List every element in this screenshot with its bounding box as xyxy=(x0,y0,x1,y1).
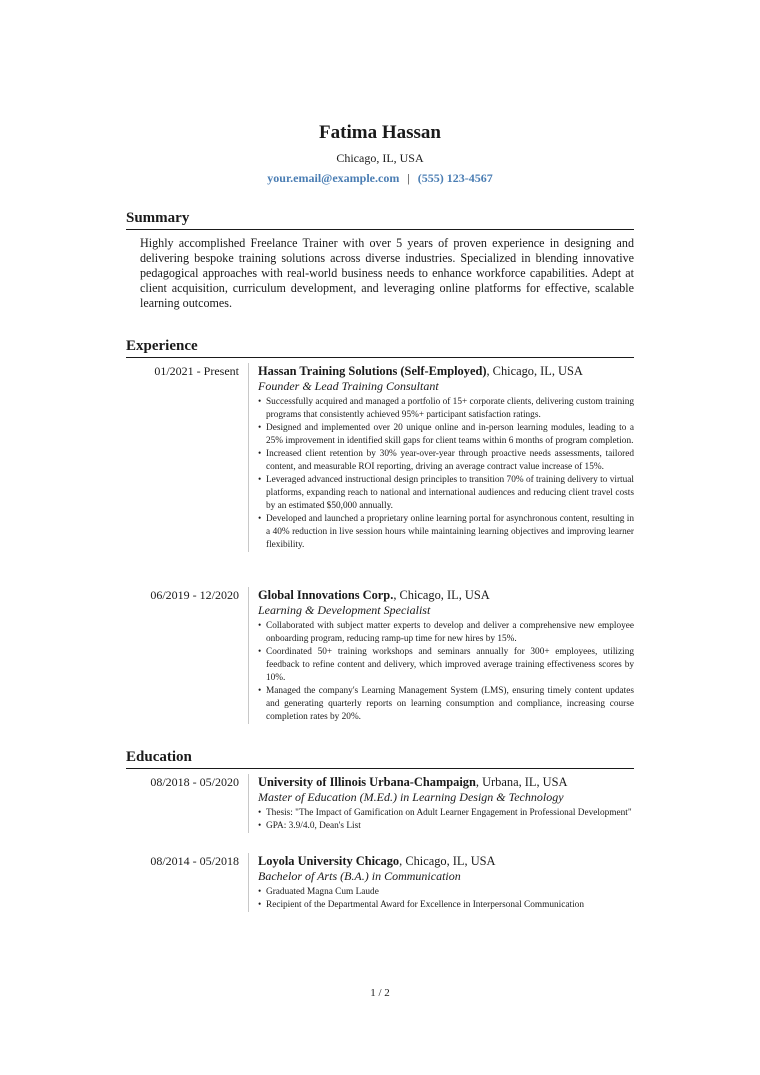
bullet-item: • Leveraged advanced instructional design principles to transition 70% of training delivery to virtual platforms, expanding reach to national and international audiences and reducing client travel costs by an estimated $50,000 annually. xyxy=(258,474,634,513)
entry-role: Master of Education (M.Ed.) in Learning Design & Technology xyxy=(258,790,564,804)
organization-location: , Chicago, IL, USA xyxy=(486,364,583,378)
organization-location: , Chicago, IL, USA xyxy=(399,854,496,868)
entry-role: Founder & Lead Training Consultant xyxy=(258,379,439,393)
organization-name: Global Innovations Corp. xyxy=(258,588,394,602)
education-heading: Education xyxy=(126,747,634,769)
organization-name: University of Illinois Urbana-Champaign xyxy=(258,775,476,789)
entry-organization xyxy=(258,587,634,603)
entry-divider xyxy=(248,774,249,833)
bullet-list xyxy=(258,620,634,724)
organization-name: Hassan Training Solutions (Self-Employed) xyxy=(258,364,487,378)
bullet-list xyxy=(258,396,634,552)
education-entry xyxy=(126,774,634,833)
bullet-item: • Developed and launched a proprietary online learning portal for asynchronous content, resulting in a 40% reduction in live session hours while maintaining learning objectives and improving learner flexibility. xyxy=(258,513,634,552)
education-entry xyxy=(126,853,634,912)
entry-role: Bachelor of Arts (B.A.) in Communication xyxy=(258,869,461,883)
page-number: 1 / 2 xyxy=(370,987,390,999)
entry-divider xyxy=(248,587,249,724)
organization-location: , Chicago, IL, USA xyxy=(393,588,490,602)
contact-line xyxy=(0,169,760,187)
entry-date: 08/2018 - 05/2020 xyxy=(150,775,239,789)
bullet-item: • Increased client retention by 30% year-over-year through proactive needs assessments, tailored content, and measurable ROI reporting, driving an average contract value increase of 15%. xyxy=(258,448,634,474)
phone-link[interactable]: (555) 123-4567 xyxy=(417,171,493,185)
bullet-item: • Collaborated with subject matter experts to develop and deliver a comprehensive new employee onboarding program, reducing ramp-up time for new hires by 15%. xyxy=(258,620,634,646)
summary-heading: Summary xyxy=(126,208,634,230)
bullet-item: • Recipient of the Departmental Award for Excellence in Interpersonal Communication xyxy=(258,899,634,912)
entry-role: Learning & Development Specialist xyxy=(258,603,431,617)
bullet-item: • Graduated Magna Cum Laude xyxy=(258,886,634,899)
entry-organization xyxy=(258,853,634,869)
resume-header xyxy=(0,120,760,187)
entry-date: 06/2019 - 12/2020 xyxy=(150,588,239,602)
entry-divider xyxy=(248,853,249,912)
summary-text: Highly accomplished Freelance Trainer with over 5 years of proven experience in designing and delivering bespoke training solutions across diverse industries. Specialized in blending innovative pedagogical approaches with real-world business needs to enhance workforce capabilities. Adept at client acquisition, curriculum development, and leveraging online platforms for effective, scalable learning outcomes. xyxy=(140,236,634,310)
bullet-list xyxy=(258,807,634,833)
entry-organization xyxy=(258,774,634,790)
bullet-item: • Thesis: "The Impact of Gamification on Adult Learner Engagement in Professional Development" xyxy=(258,807,634,820)
entry-date: 01/2021 - Present xyxy=(154,364,239,378)
bullet-item: • Managed the company's Learning Management System (LMS), ensuring timely content updates and generating quarterly reports on learning consumption and compliance, increasing course completion rates by 20%. xyxy=(258,685,634,724)
entry-date: 08/2014 - 05/2018 xyxy=(150,854,239,868)
experience-entry xyxy=(126,363,634,552)
experience-entry xyxy=(126,587,634,724)
candidate-location: Chicago, IL, USA xyxy=(336,151,424,165)
email-link[interactable]: your.email@example.com xyxy=(267,171,400,185)
organization-location: , Urbana, IL, USA xyxy=(475,775,568,789)
bullet-item: • Coordinated 50+ training workshops and seminars annually for 300+ employees, utilizing feedback to refine content and delivery, which improved average training effectiveness scores by 10%. xyxy=(258,646,634,685)
bullet-list xyxy=(258,886,634,912)
candidate-name: Fatima Hassan xyxy=(319,122,441,143)
bullet-item: • Successfully acquired and managed a portfolio of 15+ corporate clients, delivering custom training programs that consistently achieved 95%+ participant satisfaction ratings. xyxy=(258,396,634,422)
contact-separator: | xyxy=(407,171,410,185)
bullet-item: • GPA: 3.9/4.0, Dean's List xyxy=(258,820,634,833)
experience-heading: Experience xyxy=(126,336,634,358)
organization-name: Loyola University Chicago xyxy=(258,854,400,868)
entry-organization xyxy=(258,363,634,379)
entry-divider xyxy=(248,363,249,552)
bullet-item: • Designed and implemented over 20 unique online and in-person learning modules, leading to a 25% improvement in identified skill gaps for client teams within 6 months of program completion. xyxy=(258,422,634,448)
